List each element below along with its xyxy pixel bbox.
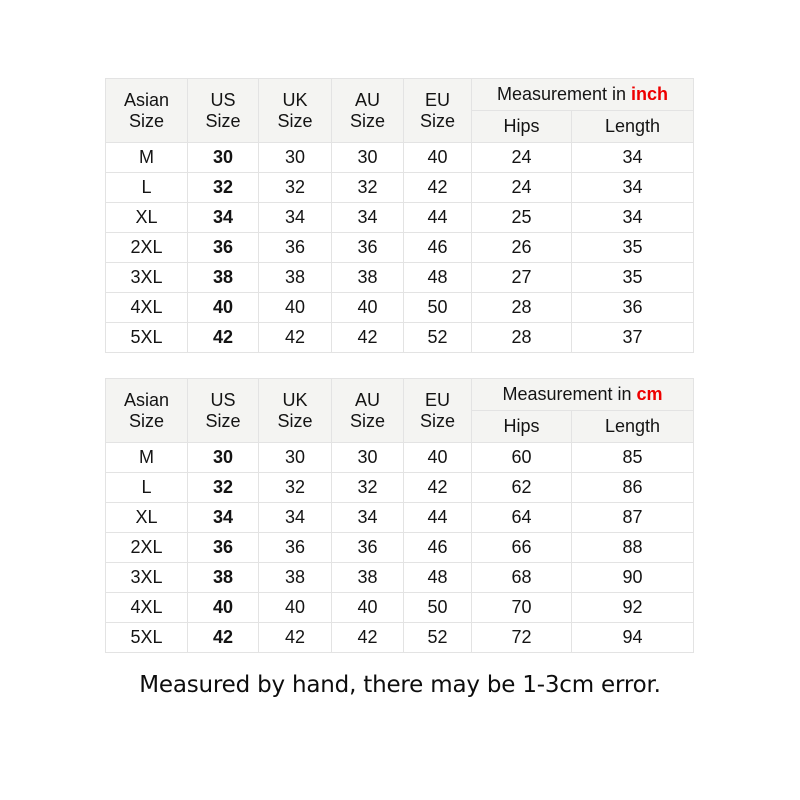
table-row <box>106 593 694 623</box>
column-header-eu-size <box>404 379 472 443</box>
cell-au: 40 <box>332 593 404 623</box>
column-header-au-size <box>332 379 404 443</box>
cell-uk: 42 <box>259 623 332 653</box>
cell-eu: 50 <box>404 293 472 323</box>
cell-us: 34 <box>188 503 259 533</box>
cell-asian: XL <box>106 503 188 533</box>
size-table-cm-header <box>106 379 694 443</box>
cell-length: 88 <box>572 533 694 563</box>
cell-eu: 42 <box>404 173 472 203</box>
cell-us: 32 <box>188 173 259 203</box>
asian-size-line1: Asian <box>123 390 170 411</box>
measurement-unit-header-inch <box>472 79 694 111</box>
cell-uk: 32 <box>259 173 332 203</box>
cell-length: 34 <box>572 143 694 173</box>
cell-eu: 44 <box>404 503 472 533</box>
cell-asian: 2XL <box>106 533 188 563</box>
size-table-inch-body <box>106 143 694 353</box>
table-row <box>106 323 694 353</box>
column-header-uk-size <box>259 379 332 443</box>
cell-eu: 48 <box>404 563 472 593</box>
cell-length: 34 <box>572 203 694 233</box>
eu-size-line2: Size <box>419 410 455 431</box>
us-size-line1: US <box>210 390 236 411</box>
cell-au: 32 <box>332 173 404 203</box>
cell-au: 36 <box>332 233 404 263</box>
cell-hips: 26 <box>472 233 572 263</box>
cell-eu: 50 <box>404 593 472 623</box>
measurement-label-prefix: Measurement in <box>502 384 637 405</box>
cell-asian: 3XL <box>106 263 188 293</box>
cell-eu: 52 <box>404 323 472 353</box>
eu-size-line1: EU <box>424 390 450 411</box>
column-header-hips: Hips <box>472 111 572 143</box>
cell-eu: 44 <box>404 203 472 233</box>
column-header-us-size <box>188 379 259 443</box>
cell-hips: 62 <box>472 473 572 503</box>
column-header-asian-size <box>106 379 188 443</box>
us-size-line2: Size <box>205 110 241 131</box>
eu-size-line2: Size <box>419 110 455 131</box>
table-row <box>106 563 694 593</box>
cell-uk: 34 <box>259 203 332 233</box>
cell-us: 36 <box>188 533 259 563</box>
header-row-primary <box>106 79 694 111</box>
cell-au: 42 <box>332 323 404 353</box>
measurement-unit-value: inch <box>631 84 669 105</box>
us-size-line1: US <box>210 90 236 111</box>
cell-hips: 66 <box>472 533 572 563</box>
cell-uk: 42 <box>259 323 332 353</box>
cell-eu: 46 <box>404 533 472 563</box>
column-header-hips: Hips <box>472 411 572 443</box>
table-row <box>106 263 694 293</box>
cell-hips: 28 <box>472 323 572 353</box>
cell-us: 40 <box>188 593 259 623</box>
cell-asian: 2XL <box>106 233 188 263</box>
cell-us: 32 <box>188 473 259 503</box>
cell-au: 42 <box>332 623 404 653</box>
cell-asian: M <box>106 143 188 173</box>
uk-size-line2: Size <box>277 110 313 131</box>
cell-au: 34 <box>332 203 404 233</box>
cell-hips: 24 <box>472 143 572 173</box>
asian-size-line2: Size <box>128 110 164 131</box>
au-size-line1: AU <box>354 90 380 111</box>
cell-length: 90 <box>572 563 694 593</box>
size-table-cm <box>105 378 694 653</box>
measurement-label-prefix: Measurement in <box>496 84 632 105</box>
cell-uk: 38 <box>259 263 332 293</box>
cell-uk: 38 <box>259 563 332 593</box>
uk-size-line2: Size <box>277 410 313 431</box>
cell-au: 34 <box>332 503 404 533</box>
header-row-primary <box>106 379 694 411</box>
column-header-au-size <box>332 79 404 143</box>
au-size-line2: Size <box>349 110 385 131</box>
cell-hips: 27 <box>472 263 572 293</box>
cell-asian: L <box>106 173 188 203</box>
cell-asian: 4XL <box>106 293 188 323</box>
cell-au: 32 <box>332 473 404 503</box>
cell-us: 34 <box>188 203 259 233</box>
cell-uk: 36 <box>259 533 332 563</box>
cell-length: 36 <box>572 293 694 323</box>
cell-length: 87 <box>572 503 694 533</box>
cell-asian: M <box>106 443 188 473</box>
cell-hips: 68 <box>472 563 572 593</box>
column-header-uk-size <box>259 79 332 143</box>
cell-au: 30 <box>332 443 404 473</box>
table-row <box>106 233 694 263</box>
measurement-disclaimer: Measured by hand, there may be 1-3cm error. <box>139 672 661 698</box>
uk-size-line1: UK <box>282 90 308 111</box>
measurement-unit-header-cm <box>472 379 694 411</box>
column-header-us-size <box>188 79 259 143</box>
cell-hips: 24 <box>472 173 572 203</box>
table-row <box>106 443 694 473</box>
cell-us: 38 <box>188 263 259 293</box>
cell-eu: 42 <box>404 473 472 503</box>
cell-eu: 52 <box>404 623 472 653</box>
cell-length: 35 <box>572 263 694 293</box>
cell-us: 42 <box>188 323 259 353</box>
column-header-length: Length <box>572 111 694 143</box>
cell-us: 30 <box>188 443 259 473</box>
column-header-eu-size <box>404 79 472 143</box>
au-size-line1: AU <box>354 390 380 411</box>
cell-us: 38 <box>188 563 259 593</box>
cell-asian: L <box>106 473 188 503</box>
table-row <box>106 173 694 203</box>
cell-us: 36 <box>188 233 259 263</box>
cell-eu: 48 <box>404 263 472 293</box>
cell-asian: 5XL <box>106 323 188 353</box>
cell-au: 30 <box>332 143 404 173</box>
column-header-asian-size <box>106 79 188 143</box>
cell-hips: 28 <box>472 293 572 323</box>
eu-size-line1: EU <box>424 90 450 111</box>
table-row <box>106 293 694 323</box>
cell-us: 40 <box>188 293 259 323</box>
cell-asian: 3XL <box>106 563 188 593</box>
cell-uk: 40 <box>259 293 332 323</box>
column-header-length: Length <box>572 411 694 443</box>
au-size-line2: Size <box>349 410 385 431</box>
size-table-inch <box>105 78 694 353</box>
cell-au: 38 <box>332 263 404 293</box>
cell-uk: 36 <box>259 233 332 263</box>
cell-us: 30 <box>188 143 259 173</box>
cell-length: 92 <box>572 593 694 623</box>
cell-uk: 40 <box>259 593 332 623</box>
table-row <box>106 533 694 563</box>
us-size-line2: Size <box>205 410 241 431</box>
cell-au: 38 <box>332 563 404 593</box>
cell-eu: 40 <box>404 143 472 173</box>
cell-length: 85 <box>572 443 694 473</box>
cell-eu: 40 <box>404 443 472 473</box>
measurement-unit-value: cm <box>636 384 663 405</box>
cell-hips: 72 <box>472 623 572 653</box>
cell-length: 86 <box>572 473 694 503</box>
cell-length: 37 <box>572 323 694 353</box>
asian-size-line1: Asian <box>123 90 170 111</box>
cell-uk: 30 <box>259 443 332 473</box>
cell-length: 35 <box>572 233 694 263</box>
asian-size-line2: Size <box>128 410 164 431</box>
cell-asian: 5XL <box>106 623 188 653</box>
cell-uk: 32 <box>259 473 332 503</box>
cell-length: 94 <box>572 623 694 653</box>
table-row <box>106 203 694 233</box>
cell-hips: 70 <box>472 593 572 623</box>
cell-eu: 46 <box>404 233 472 263</box>
cell-hips: 64 <box>472 503 572 533</box>
table-row <box>106 473 694 503</box>
size-table-inch-header <box>106 79 694 143</box>
table-row <box>106 503 694 533</box>
cell-uk: 34 <box>259 503 332 533</box>
cell-uk: 30 <box>259 143 332 173</box>
uk-size-line1: UK <box>282 390 308 411</box>
cell-length: 34 <box>572 173 694 203</box>
cell-hips: 25 <box>472 203 572 233</box>
table-row <box>106 623 694 653</box>
cell-asian: 4XL <box>106 593 188 623</box>
cell-hips: 60 <box>472 443 572 473</box>
cell-asian: XL <box>106 203 188 233</box>
table-row <box>106 143 694 173</box>
cell-au: 36 <box>332 533 404 563</box>
cell-us: 42 <box>188 623 259 653</box>
size-table-cm-body <box>106 443 694 653</box>
cell-au: 40 <box>332 293 404 323</box>
